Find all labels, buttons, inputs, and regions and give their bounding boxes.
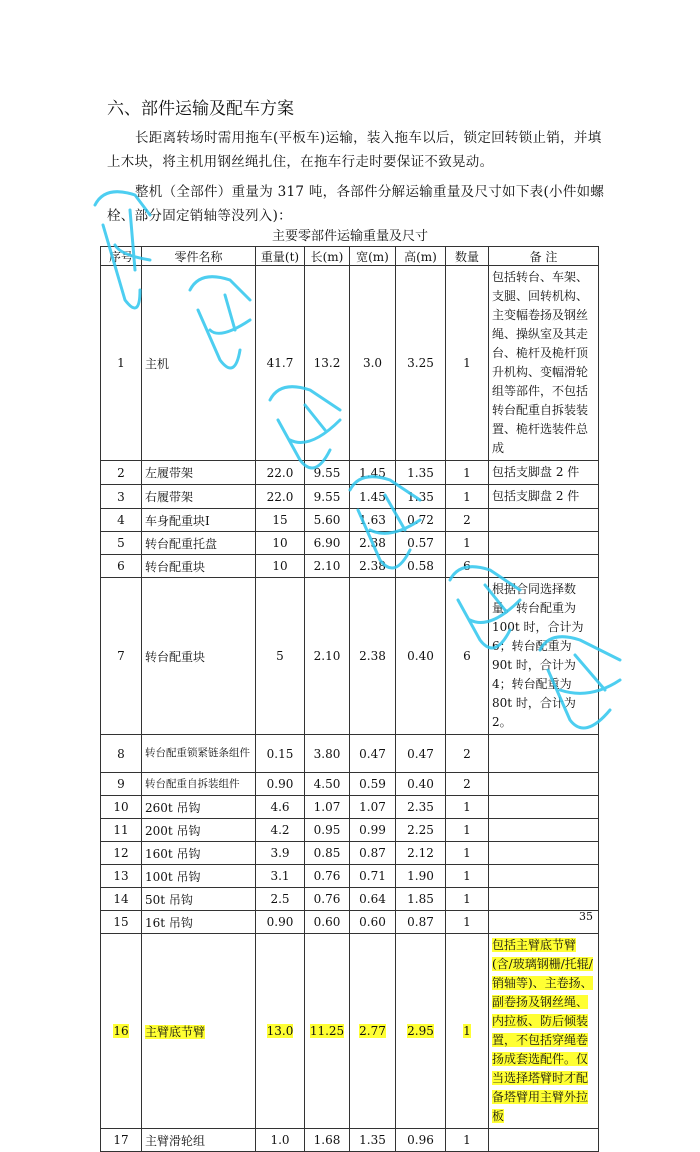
cell-length: 11.25 — [305, 934, 350, 1129]
cell-weight: 10 — [256, 532, 305, 555]
table-row — [101, 1129, 599, 1152]
cell-width: 0.71 — [350, 865, 396, 888]
table-row — [101, 485, 599, 509]
cell-width: 0.99 — [350, 819, 396, 842]
cell-width: 2.77 — [350, 934, 396, 1129]
cell-width: 0.59 — [350, 773, 396, 796]
cell-remarks — [489, 819, 599, 842]
table-row — [101, 865, 599, 888]
cell-height: 0.40 — [396, 578, 446, 735]
cell-part-name: 左履带架 — [142, 461, 256, 485]
table-row — [101, 888, 599, 911]
cell-index: 4 — [101, 509, 142, 532]
cell-height: 1.35 — [396, 461, 446, 485]
table-header — [101, 247, 599, 266]
cell-length: 0.76 — [305, 865, 350, 888]
cell-height: 0.57 — [396, 532, 446, 555]
cell-length: 1.68 — [305, 1129, 350, 1152]
cell-length: 0.60 — [305, 911, 350, 934]
cell-remarks — [489, 509, 599, 532]
cell-length: 13.2 — [305, 266, 350, 461]
cell-width: 1.35 — [350, 1129, 396, 1152]
header-col-qty: 数量 — [446, 247, 489, 266]
cell-part-name: 主臂底节臂 — [142, 934, 256, 1129]
cell-weight: 0.90 — [256, 911, 305, 934]
cell-height: 0.40 — [396, 773, 446, 796]
cell-width: 0.60 — [350, 911, 396, 934]
cell-part-name: 主机 — [142, 266, 256, 461]
cell-weight: 4.2 — [256, 819, 305, 842]
cell-remarks: 包括支脚盘 2 件 — [489, 485, 599, 509]
cell-index: 13 — [101, 865, 142, 888]
cell-qty: 1 — [446, 1129, 489, 1152]
cell-weight: 0.90 — [256, 773, 305, 796]
cell-part-name: 100t 吊钩 — [142, 865, 256, 888]
cell-qty: 6 — [446, 578, 489, 735]
header-col-height: 高(m) — [396, 247, 446, 266]
table-row — [101, 934, 599, 1129]
cell-part-name: 200t 吊钩 — [142, 819, 256, 842]
cell-height: 0.58 — [396, 555, 446, 578]
cell-width: 2.38 — [350, 578, 396, 735]
cell-weight: 1.0 — [256, 1129, 305, 1152]
cell-part-name: 主臂滑轮组 — [142, 1129, 256, 1152]
cell-qty: 2 — [446, 773, 489, 796]
cell-index: 6 — [101, 555, 142, 578]
cell-qty: 1 — [446, 819, 489, 842]
table-row — [101, 532, 599, 555]
header-col-width: 宽(m) — [350, 247, 396, 266]
header-col-part-name: 零件名称 — [142, 247, 256, 266]
cell-width: 2.38 — [350, 532, 396, 555]
cell-part-name: 50t 吊钩 — [142, 888, 256, 911]
section-title: 六、部件运输及配车方案 — [107, 99, 294, 119]
cell-index: 7 — [101, 578, 142, 735]
cell-weight: 2.5 — [256, 888, 305, 911]
cell-remarks — [489, 532, 599, 555]
cell-width: 0.64 — [350, 888, 396, 911]
table-row — [101, 578, 599, 735]
cell-qty: 2 — [446, 735, 489, 773]
cell-width: 1.45 — [350, 461, 396, 485]
cell-index: 10 — [101, 796, 142, 819]
cell-width: 0.47 — [350, 735, 396, 773]
cell-weight: 3.1 — [256, 865, 305, 888]
cell-weight: 41.7 — [256, 266, 305, 461]
table-row — [101, 819, 599, 842]
cell-remarks — [489, 796, 599, 819]
cell-qty: 2 — [446, 509, 489, 532]
cell-width: 1.07 — [350, 796, 396, 819]
cell-index: 5 — [101, 532, 142, 555]
cell-qty: 1 — [446, 842, 489, 865]
cell-part-name: 转台配重块 — [142, 578, 256, 735]
cell-length: 5.60 — [305, 509, 350, 532]
table-row — [101, 509, 599, 532]
cell-index: 12 — [101, 842, 142, 865]
cell-length: 3.80 — [305, 735, 350, 773]
cell-length: 2.10 — [305, 578, 350, 735]
cell-part-name: 转台配重块 — [142, 555, 256, 578]
cell-remarks — [489, 735, 599, 773]
cell-part-name: 260t 吊钩 — [142, 796, 256, 819]
cell-part-name: 右履带架 — [142, 485, 256, 509]
cell-qty: 6 — [446, 555, 489, 578]
cell-index: 1 — [101, 266, 142, 461]
cell-qty: 1 — [446, 934, 489, 1129]
cell-weight: 22.0 — [256, 461, 305, 485]
cell-remarks: 包括转台、车架、支腿、回转机构、主变幅卷扬及钢丝绳、操纵室及其走台、桅杆及桅杆顶升机构、变幅滑轮组等部件，不包括转台配重自拆装装置、桅杆选装件总成 — [489, 266, 599, 461]
cell-length: 6.90 — [305, 532, 350, 555]
parts-table — [100, 246, 599, 1152]
cell-height: 1.85 — [396, 888, 446, 911]
cell-length: 0.95 — [305, 819, 350, 842]
cell-qty: 1 — [446, 796, 489, 819]
table-caption: 主要零部件运输重量及尺寸 — [271, 229, 428, 244]
cell-weight: 10 — [256, 555, 305, 578]
cell-width: 3.0 — [350, 266, 396, 461]
cell-index: 8 — [101, 735, 142, 773]
cell-weight: 3.9 — [256, 842, 305, 865]
cell-remarks: 根据合同选择数量。转台配重为 100t 时，合计为 6；转台配重为 90t 时，合计为 4；转台配重为 80t 时，合计为 2。 — [489, 578, 599, 735]
table-row — [101, 461, 599, 485]
cell-width: 1.63 — [350, 509, 396, 532]
cell-index: 14 — [101, 888, 142, 911]
cell-width: 1.45 — [350, 485, 396, 509]
cell-remarks: 包括主臂底节臂(含/玻璃钢栅/托辊/销轴等)、主卷扬、副卷扬及钢丝绳、内拉板、防后倾装置，不包括穿绳卷扬成套选配件。仅当选择塔臂时才配备塔臂用主臂外拉板 — [489, 934, 599, 1129]
table-row — [101, 266, 599, 461]
cell-index: 9 — [101, 773, 142, 796]
cell-height: 2.12 — [396, 842, 446, 865]
cell-height: 0.47 — [396, 735, 446, 773]
table-row — [101, 773, 599, 796]
cell-part-name: 车身配重块Ⅰ — [142, 509, 256, 532]
cell-remarks — [489, 773, 599, 796]
cell-remarks: 包括支脚盘 2 件 — [489, 461, 599, 485]
cell-width: 2.38 — [350, 555, 396, 578]
cell-weight: 4.6 — [256, 796, 305, 819]
paragraph-2: 整机（全部件）重量为 317 吨，各部件分解运输重量及尺寸如下表(小件如螺栓、部分固定销轴等没列入)： — [107, 184, 605, 224]
cell-part-name: 16t 吊钩 — [142, 911, 256, 934]
cell-height: 1.90 — [396, 865, 446, 888]
cell-remarks — [489, 1129, 599, 1152]
cell-qty: 1 — [446, 865, 489, 888]
table-row — [101, 735, 599, 773]
cell-remarks — [489, 555, 599, 578]
cell-index: 3 — [101, 485, 142, 509]
header-col-weight: 重量(t) — [256, 247, 305, 266]
cell-height: 2.35 — [396, 796, 446, 819]
cell-length: 9.55 — [305, 485, 350, 509]
cell-part-name: 转台配重锁紧链条组件 — [142, 735, 256, 773]
cell-length: 9.55 — [305, 461, 350, 485]
cell-index: 15 — [101, 911, 142, 934]
cell-height: 0.87 — [396, 911, 446, 934]
cell-weight: 13.0 — [256, 934, 305, 1129]
cell-qty: 1 — [446, 485, 489, 509]
cell-remarks — [489, 888, 599, 911]
cell-qty: 1 — [446, 461, 489, 485]
cell-width: 0.87 — [350, 842, 396, 865]
cell-qty: 1 — [446, 888, 489, 911]
cell-weight: 5 — [256, 578, 305, 735]
header-col-length: 长(m) — [305, 247, 350, 266]
cell-qty: 1 — [446, 266, 489, 461]
cell-weight: 22.0 — [256, 485, 305, 509]
cell-part-name: 转台配重托盘 — [142, 532, 256, 555]
header-col-index: 序号 — [101, 247, 142, 266]
cell-height: 2.95 — [396, 934, 446, 1129]
page-number: 35 — [579, 910, 593, 923]
cell-length: 1.07 — [305, 796, 350, 819]
cell-index: 2 — [101, 461, 142, 485]
cell-length: 0.85 — [305, 842, 350, 865]
cell-length: 2.10 — [305, 555, 350, 578]
cell-qty: 1 — [446, 911, 489, 934]
cell-length: 0.76 — [305, 888, 350, 911]
cell-height: 2.25 — [396, 819, 446, 842]
cell-remarks — [489, 865, 599, 888]
table-row — [101, 842, 599, 865]
table-row — [101, 796, 599, 819]
cell-height: 1.35 — [396, 485, 446, 509]
paragraph-1: 长距离转场时需用拖车(平板车)运输，装入拖车以后，锁定回转锁止销，并填上木块，将主机用钢丝绳扎住，在拖车行走时要保证不致晃动。 — [107, 130, 602, 170]
cell-part-name: 转台配重自拆装组件 — [142, 773, 256, 796]
cell-height: 3.25 — [396, 266, 446, 461]
cell-index: 11 — [101, 819, 142, 842]
cell-length: 4.50 — [305, 773, 350, 796]
cell-height: 0.72 — [396, 509, 446, 532]
cell-index: 17 — [101, 1129, 142, 1152]
header-col-remarks: 备 注 — [489, 247, 599, 266]
cell-part-name: 160t 吊钩 — [142, 842, 256, 865]
table-row — [101, 911, 599, 934]
table-row — [101, 555, 599, 578]
cell-weight: 15 — [256, 509, 305, 532]
cell-index: 16 — [101, 934, 142, 1129]
cell-weight: 0.15 — [256, 735, 305, 773]
table-body — [101, 266, 599, 1152]
cell-height: 0.96 — [396, 1129, 446, 1152]
cell-remarks — [489, 842, 599, 865]
cell-qty: 1 — [446, 532, 489, 555]
